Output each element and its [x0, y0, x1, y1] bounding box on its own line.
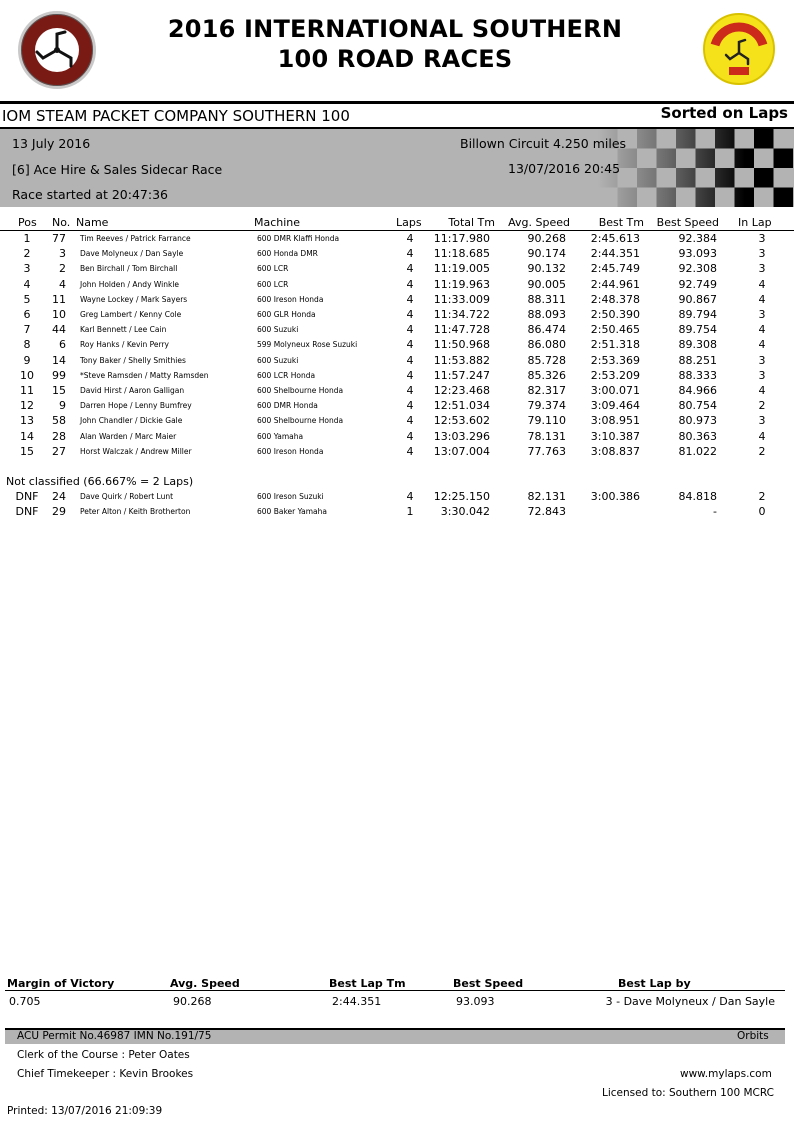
cell-pos: 1 [23, 232, 31, 245]
margin-value: 0.705 [9, 995, 41, 1008]
cell-pos: 8 [23, 338, 31, 352]
cell-machine: 600 Baker Yamaha [257, 507, 327, 517]
cell-no: 10 [52, 308, 66, 321]
cell-pos: 14 [20, 429, 34, 443]
cell-name: Dave Molyneux / Dan Sayle [80, 249, 184, 259]
cell-laps: 4 [406, 353, 414, 367]
cell-name: Greg Lambert / Kenny Cole [80, 310, 182, 319]
cell-machine: 600 Suzuki [257, 325, 299, 335]
cell-no: 15 [52, 384, 66, 397]
cell-machine: 600 GLR Honda [257, 310, 316, 319]
cell-total: 11:47.728 [433, 323, 490, 337]
cell-best: 3:00.071 [590, 384, 640, 397]
table-row [0, 262, 794, 277]
cell-laps: 4 [406, 277, 414, 291]
cell-pos: 3 [23, 262, 31, 276]
summary-divider [5, 990, 785, 991]
licensed-to: Licensed to: Southern 100 MCRC [602, 1087, 774, 1099]
cell-bestspeed: 93.093 [678, 247, 717, 261]
cell-laps: 4 [406, 323, 414, 337]
cell-bestspeed: 89.308 [678, 338, 717, 352]
cell-avg: 88.311 [527, 292, 566, 306]
permit-info: ACU Permit No.46987 IMN No.191/75 [17, 1030, 212, 1042]
cell-machine: 600 Ireson Honda [257, 294, 324, 304]
cell-no: 6 [59, 338, 66, 352]
cell-total: 12:23.468 [433, 384, 490, 397]
cell-pos: 7 [23, 323, 31, 337]
cell-inlap: 3 [758, 247, 766, 261]
cell-pos: 6 [23, 308, 31, 321]
cell-total: 11:33.009 [433, 292, 490, 306]
col-header-no: No. [52, 216, 71, 229]
cell-bestspeed: 80.973 [678, 414, 717, 428]
table-row [0, 293, 794, 308]
cell-bestspeed: 80.754 [678, 399, 717, 413]
table-row [0, 369, 794, 384]
table-row [0, 247, 794, 262]
cell-machine: 600 Honda DMR [257, 249, 318, 259]
southern-100-logo [703, 13, 775, 85]
circuit-info: Billown Circuit 4.250 miles [460, 136, 627, 151]
table-row [0, 384, 794, 399]
cell-no: 27 [52, 444, 66, 458]
cell-inlap: 2 [758, 399, 766, 413]
cell-name: Horst Walczak / Andrew Miller [80, 446, 192, 456]
cell-name: Peter Alton / Keith Brotherton [80, 507, 191, 517]
cell-name: Roy Hanks / Kevin Perry [80, 340, 169, 350]
cell-pos: 5 [23, 292, 31, 306]
cell-best: 3:10.387 [590, 429, 640, 443]
cell-best: 2:45.749 [590, 262, 640, 276]
southern-100-icon [705, 15, 773, 83]
website-link[interactable]: www.mylaps.com [680, 1068, 772, 1080]
table-row [0, 338, 794, 353]
summary-best-lap-label: Best Lap Tm [329, 977, 406, 990]
sort-indicator: Sorted on Laps [660, 104, 788, 122]
cell-total: 12:25.150 [433, 490, 490, 503]
cell-avg: 88.093 [527, 308, 566, 321]
cell-avg: 72.843 [527, 505, 566, 519]
cell-pos: 15 [20, 444, 34, 458]
event-name: IOM STEAM PACKET COMPANY SOUTHERN 100 [2, 107, 350, 125]
cell-machine: 600 Suzuki [257, 355, 299, 365]
cell-no: 4 [59, 277, 66, 291]
table-row [0, 445, 794, 460]
cell-laps: 4 [406, 247, 414, 261]
cell-no: 28 [52, 429, 66, 443]
cell-pos: 12 [20, 399, 34, 413]
cell-pos: 4 [23, 277, 31, 291]
cell-pos: 9 [23, 353, 31, 367]
table-row [0, 490, 794, 505]
table-row [0, 323, 794, 338]
cell-no: 2 [59, 262, 66, 276]
cell-laps: 4 [406, 262, 414, 276]
cell-name: Wayne Lockey / Mark Sayers [80, 294, 188, 304]
col-header-laps: Laps [396, 216, 422, 229]
cell-inlap: 2 [758, 490, 766, 503]
cell-best: 2:45.613 [590, 232, 640, 245]
cell-avg: 79.110 [527, 414, 566, 428]
table-row [0, 399, 794, 414]
cell-no: 29 [52, 505, 66, 519]
cell-no: 11 [52, 292, 66, 306]
cell-name: Karl Bennett / Lee Cain [80, 325, 167, 335]
cell-laps: 4 [406, 368, 414, 382]
cell-name: Ben Birchall / Tom Birchall [80, 264, 178, 274]
cell-bestspeed: 92.308 [678, 262, 717, 276]
cell-laps: 4 [406, 384, 414, 397]
cell-machine: 600 Shelbourne Honda [257, 416, 344, 426]
triskelion-icon [21, 14, 93, 86]
cell-avg: 90.132 [527, 262, 566, 276]
summary-best-lap-by-value: 3 - Dave Molyneux / Dan Sayle [605, 995, 775, 1008]
cell-laps: 1 [406, 505, 414, 519]
cell-bestspeed: 89.794 [678, 308, 717, 321]
cell-no: 58 [52, 414, 66, 428]
cell-total: 11:18.685 [433, 247, 490, 261]
summary-avg-value: 90.268 [173, 995, 212, 1008]
cell-bestspeed: - [713, 505, 717, 519]
cell-bestspeed: 92.384 [678, 232, 717, 245]
cell-inlap: 0 [758, 505, 766, 519]
checkered-flag-icon [598, 129, 794, 207]
cell-name: *Steve Ramsden / Matty Ramsden [80, 370, 209, 380]
cell-best: 2:44.961 [590, 277, 640, 291]
cell-pos: 10 [20, 368, 34, 382]
cell-bestspeed: 88.333 [678, 368, 717, 382]
cell-total: 11:50.968 [433, 338, 490, 352]
col-header-in-lap: In Lap [738, 216, 772, 229]
cell-avg: 79.374 [527, 399, 566, 413]
cell-bestspeed: 84.966 [678, 384, 717, 397]
race-title: [6] Ace Hire & Sales Sidecar Race [12, 162, 223, 177]
cell-laps: 4 [406, 232, 414, 245]
orbits-label: Orbits [737, 1030, 769, 1042]
clerk-of-course: Clerk of the Course : Peter Oates [17, 1049, 190, 1061]
cell-best: 3:09.464 [590, 399, 640, 413]
chief-timekeeper: Chief Timekeeper : Kevin Brookes [17, 1068, 194, 1080]
cell-avg: 90.174 [527, 247, 566, 261]
table-row [0, 308, 794, 323]
cell-no: 14 [52, 353, 66, 367]
cell-no: 77 [52, 232, 66, 245]
cell-inlap: 4 [758, 292, 766, 306]
cell-laps: 4 [406, 429, 414, 443]
cell-inlap: 4 [758, 277, 766, 291]
cell-best: 2:51.318 [590, 338, 640, 352]
cell-name: Tony Baker / Shelly Smithies [80, 355, 186, 365]
cell-total: 11:17.980 [433, 232, 490, 245]
cell-total: 11:57.247 [433, 368, 490, 382]
title-line-2: 100 ROAD RACES [277, 45, 513, 73]
cell-no: 9 [59, 399, 66, 413]
cell-machine: 600 LCR [257, 264, 289, 274]
cell-inlap: 3 [758, 353, 766, 367]
cell-bestspeed: 88.251 [678, 353, 717, 367]
cell-inlap: 4 [758, 384, 766, 397]
cell-inlap: 3 [758, 262, 766, 276]
summary-best-lap-value: 2:44.351 [332, 995, 382, 1008]
cell-inlap: 3 [758, 368, 766, 382]
cell-bestspeed: 90.867 [678, 292, 717, 306]
cell-total: 11:19.005 [433, 262, 490, 276]
cell-best: 2:44.351 [590, 247, 640, 261]
cell-bestspeed: 89.754 [678, 323, 717, 337]
col-header-machine: Machine [254, 216, 301, 229]
col-header-total: Total Tm [448, 216, 495, 229]
cell-inlap: 4 [758, 323, 766, 337]
cell-avg: 82.131 [527, 490, 566, 503]
cell-no: 99 [52, 368, 66, 382]
cell-avg: 90.268 [527, 232, 566, 245]
race-datetime: 13/07/2016 20:45 [508, 161, 621, 176]
cell-name: Tim Reeves / Patrick Farrance [80, 234, 191, 243]
col-header-pos: Pos [18, 216, 37, 229]
cell-bestspeed: 80.363 [678, 429, 717, 443]
cell-bestspeed: 84.818 [678, 490, 717, 503]
cell-machine: 600 Shelbourne Honda [257, 386, 344, 395]
cell-no: 24 [52, 490, 66, 503]
cell-inlap: 4 [758, 338, 766, 352]
cell-machine: 600 Ireson Suzuki [257, 492, 324, 501]
table-header-divider [0, 230, 794, 231]
cell-avg: 85.728 [527, 353, 566, 367]
cell-best: 3:08.951 [590, 414, 640, 428]
cell-inlap: 2 [758, 444, 766, 458]
cell-avg: 77.763 [527, 444, 566, 458]
cell-laps: 4 [406, 490, 414, 503]
cell-inlap: 3 [758, 308, 766, 321]
cell-laps: 4 [406, 308, 414, 321]
printed-timestamp: Printed: 13/07/2016 21:09:39 [7, 1105, 163, 1117]
cell-machine: 600 Ireson Honda [257, 446, 324, 456]
table-row [0, 354, 794, 369]
cell-name: Darren Hope / Lenny Bumfrey [80, 401, 192, 411]
cell-laps: 4 [406, 444, 414, 458]
not-classified-label: Not classified (66.667% = 2 Laps) [6, 475, 194, 488]
table-row [0, 232, 794, 247]
cell-best: 2:50.390 [590, 308, 640, 321]
cell-bestspeed: 81.022 [678, 444, 717, 458]
cell-no: 44 [52, 323, 66, 337]
summary-avg-label: Avg. Speed [170, 977, 240, 990]
col-header-best-speed: Best Speed [656, 216, 719, 229]
cell-total: 11:19.963 [433, 277, 490, 291]
summary-best-lap-by-label: Best Lap by [618, 977, 691, 990]
cell-pos: DNF [15, 505, 39, 519]
cell-best: 2:53.369 [590, 353, 640, 367]
page-title [130, 14, 660, 74]
cell-machine: 600 LCR [257, 279, 289, 289]
cell-laps: 4 [406, 338, 414, 352]
cell-machine: 600 DMR Honda [257, 401, 318, 411]
cell-laps: 4 [406, 399, 414, 413]
cell-pos: 11 [20, 384, 34, 397]
table-row [0, 414, 794, 429]
cell-total: 3:30.042 [440, 505, 490, 519]
cell-avg: 78.131 [527, 429, 566, 443]
cell-inlap: 3 [758, 232, 766, 245]
table-row [0, 505, 794, 520]
cell-avg: 82.317 [527, 384, 566, 397]
cell-best: 3:08.837 [590, 444, 640, 458]
cell-machine: 600 Yamaha [257, 431, 304, 441]
cell-total: 13:07.004 [433, 444, 490, 458]
cell-best: 2:48.378 [590, 292, 640, 306]
cell-laps: 4 [406, 292, 414, 306]
col-header-name: Name [76, 216, 109, 229]
table-row [0, 430, 794, 445]
summary-best-speed-value: 93.093 [456, 995, 495, 1008]
cell-machine: 599 Molyneux Rose Suzuki [257, 340, 358, 350]
cell-best: 2:53.209 [590, 368, 640, 382]
cell-name: Dave Quirk / Robert Lunt [80, 492, 174, 501]
summary-best-speed-label: Best Speed [453, 977, 524, 990]
cell-avg: 85.326 [527, 368, 566, 382]
cell-pos: 2 [23, 247, 31, 261]
cell-laps: 4 [406, 414, 414, 428]
table-row [0, 278, 794, 293]
cell-pos: DNF [15, 490, 39, 503]
col-header-best: Best Tm [598, 216, 644, 229]
cell-name: John Holden / Andy Winkle [80, 279, 180, 289]
cell-total: 11:53.882 [433, 353, 490, 367]
cell-avg: 90.005 [527, 277, 566, 291]
cell-total: 12:51.034 [433, 399, 490, 413]
race-date: 13 July 2016 [12, 136, 91, 151]
cell-name: Alan Warden / Marc Maier [80, 431, 177, 441]
cell-bestspeed: 92.749 [678, 277, 717, 291]
cell-total: 11:34.722 [433, 308, 490, 321]
margin-label: Margin of Victory [7, 977, 115, 990]
col-header-avg: Avg. Speed [508, 216, 570, 229]
cell-total: 13:03.296 [433, 429, 490, 443]
cell-machine: 600 LCR Honda [257, 370, 316, 380]
cell-inlap: 3 [758, 414, 766, 428]
cell-no: 3 [59, 247, 66, 261]
title-line-1: 2016 INTERNATIONAL SOUTHERN [167, 15, 623, 43]
cell-pos: 13 [20, 414, 34, 428]
cell-machine: 600 DMR Klaffi Honda [257, 234, 340, 243]
cell-name: David Hirst / Aaron Galligan [80, 386, 185, 395]
cell-best: 3:00.386 [590, 490, 640, 503]
cell-avg: 86.474 [527, 323, 566, 337]
cell-inlap: 4 [758, 429, 766, 443]
race-start-time: Race started at 20:47:36 [12, 187, 168, 202]
cell-name: John Chandler / Dickie Gale [80, 416, 183, 426]
steam-packet-logo [18, 11, 96, 89]
cell-best: 2:50.465 [590, 323, 640, 337]
cell-total: 12:53.602 [433, 414, 490, 428]
cell-avg: 86.080 [527, 338, 566, 352]
